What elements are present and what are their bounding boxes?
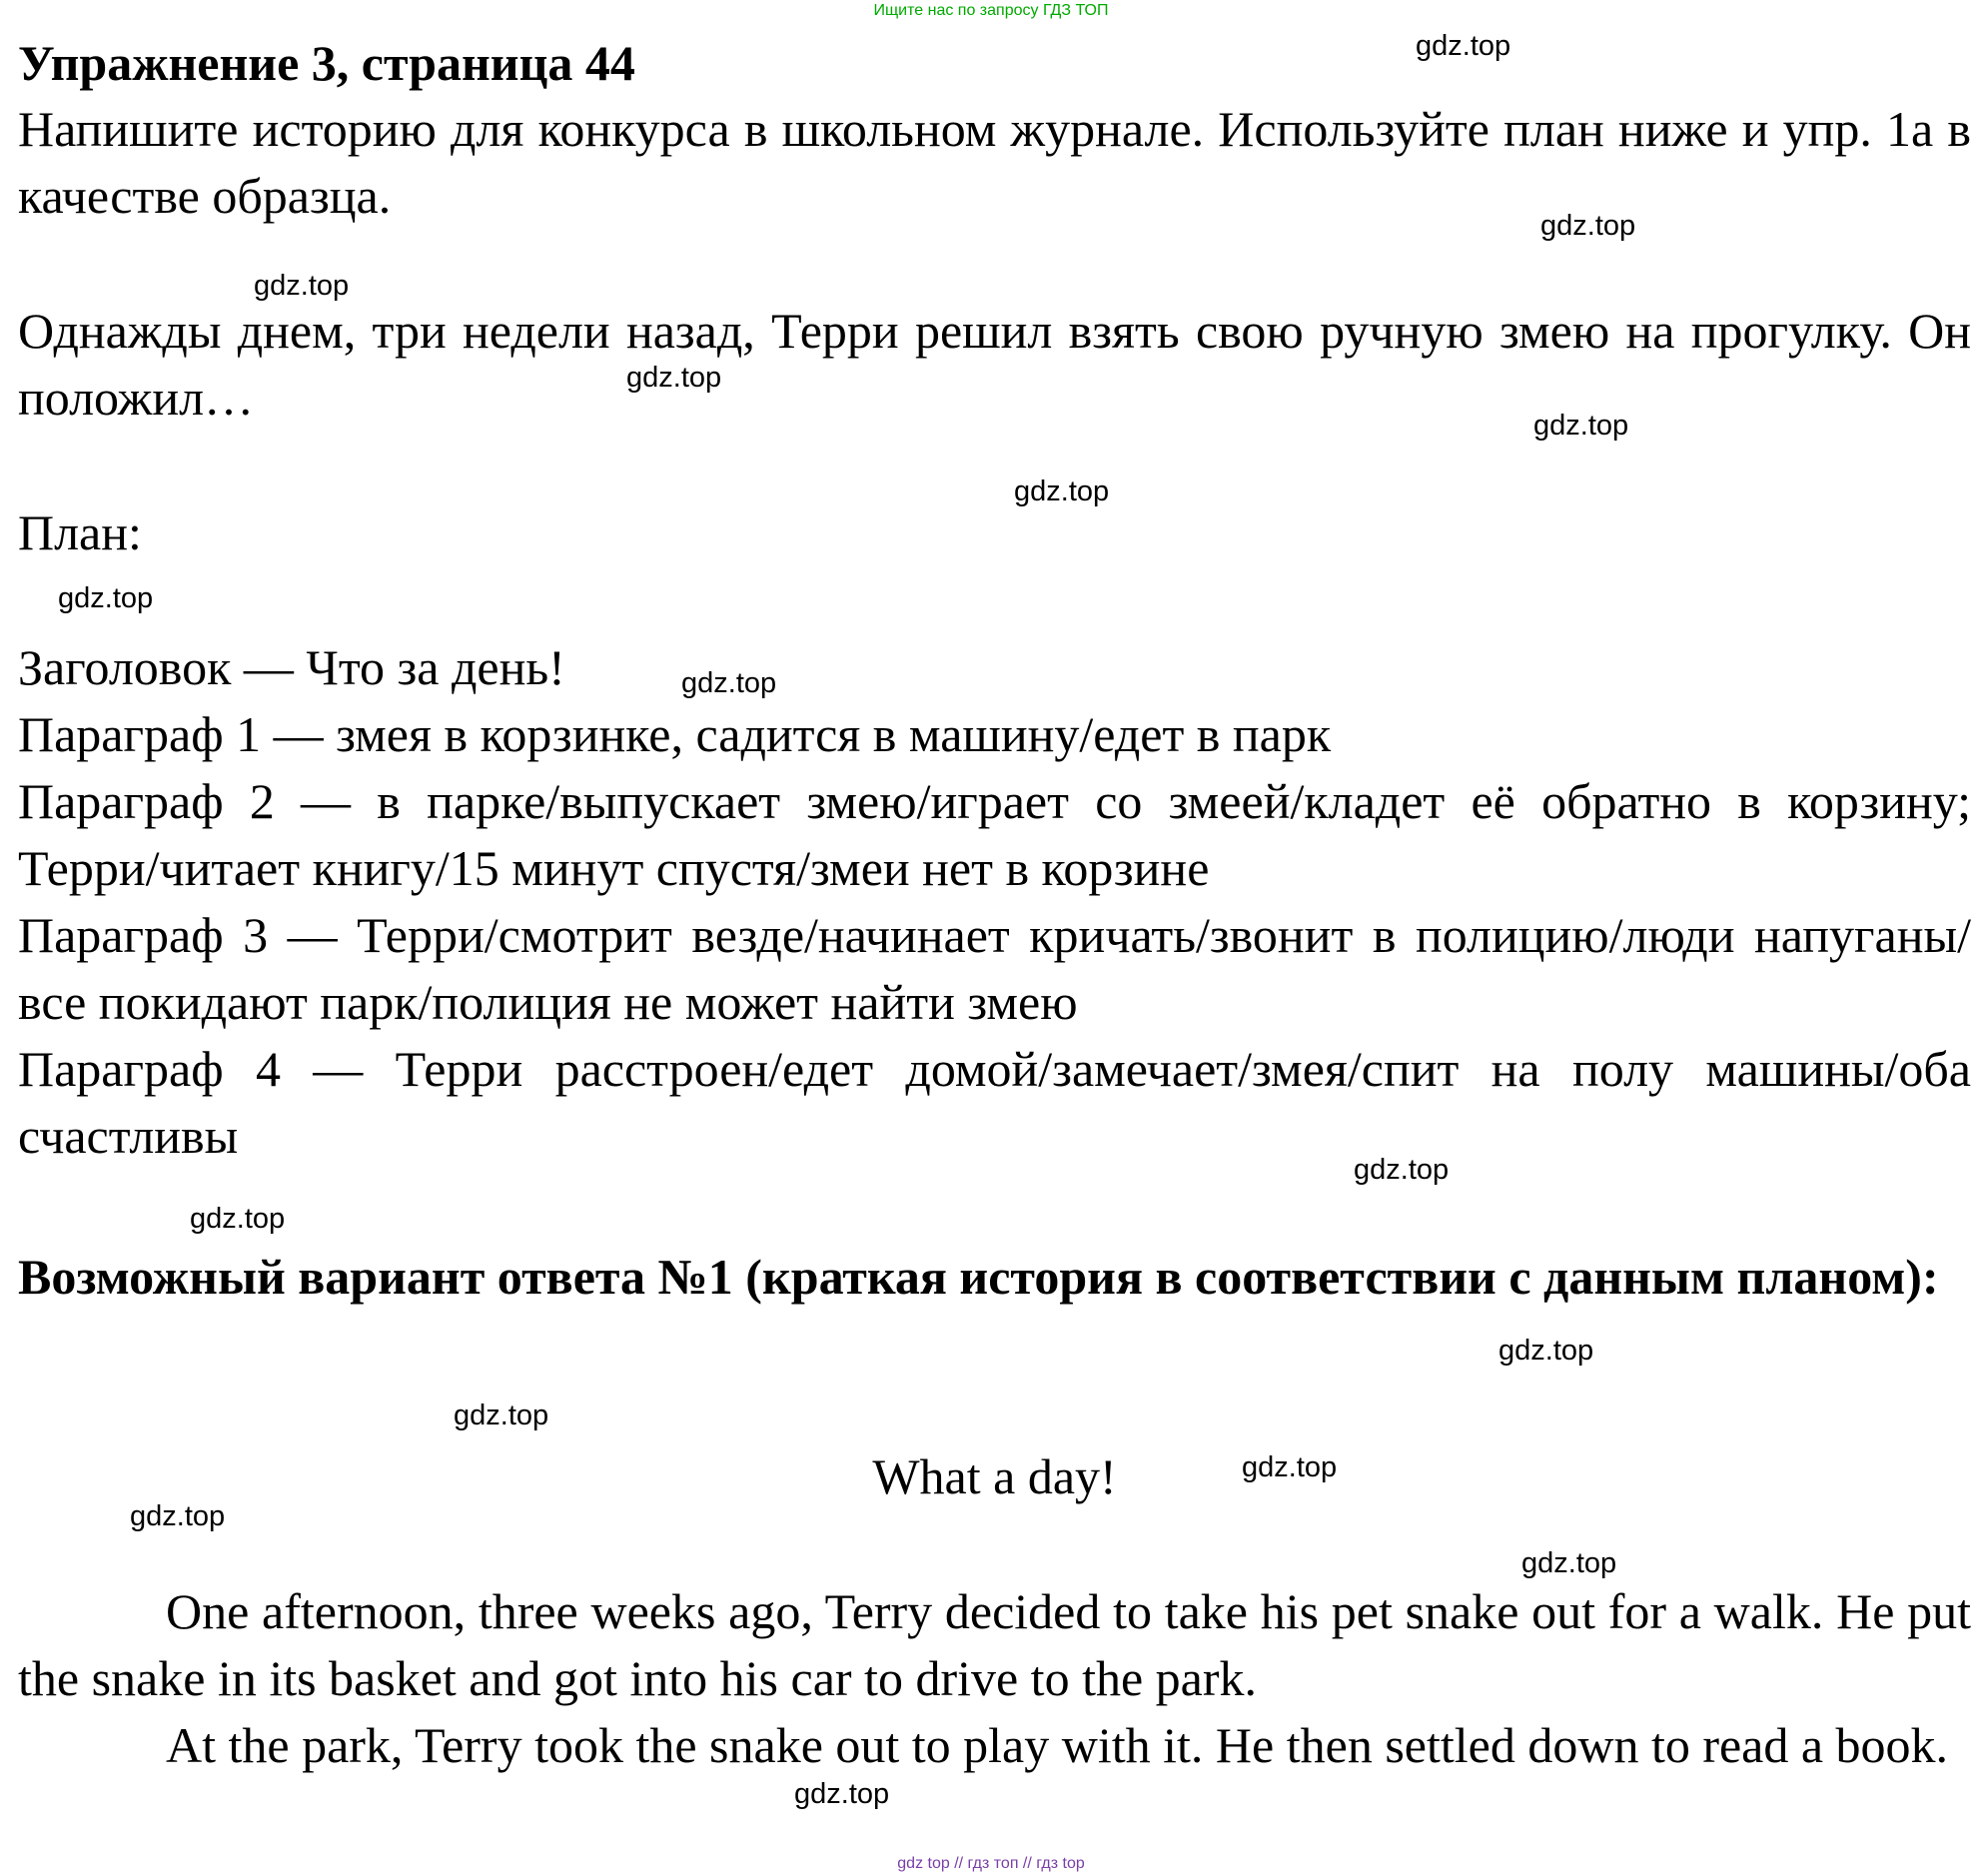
watermark: gdz.top [1540, 210, 1636, 242]
watermark: gdz.top [1416, 30, 1511, 62]
watermark: gdz.top [626, 362, 722, 394]
story-body [18, 1578, 1971, 1779]
watermark: gdz.top [58, 582, 154, 614]
story-paragraph: At the park, Terry took the snake out to play with it. He then settled down to read a book. [166, 1717, 1949, 1773]
watermark: gdz.top [130, 1500, 226, 1532]
top-banner: Ищите нас по запросу ГДЗ ТОП [873, 2, 1109, 19]
watermark: gdz.top [454, 1400, 549, 1431]
watermark: gdz.top [1354, 1154, 1450, 1186]
watermark: gdz.top [1014, 475, 1110, 507]
story-title: What a day! [872, 1448, 1117, 1504]
watermark: gdz.top [1242, 1451, 1338, 1483]
watermark: gdz.top [1533, 410, 1629, 442]
watermark: gdz.top [1498, 1335, 1594, 1367]
bottom-banner: gdz top // гдз топ // гдз top [897, 1855, 1085, 1872]
answer-heading: Возможный вариант ответа №1 (краткая история в соответствии с данным планом): [18, 1249, 1939, 1305]
watermark: gdz.top [190, 1203, 286, 1235]
watermark: gdz.top [1521, 1547, 1617, 1579]
plan-list [18, 634, 1971, 1170]
plan-label: План: [18, 504, 142, 560]
task-text: Напишите историю для конкурса в школьном журнале. Используйте план ниже и упр. 1a в качестве образца. [18, 101, 1971, 224]
story-start: Однажды днем, три недели назад, Терри решил взять свою ручную змею на прогулку. Он положил… [18, 303, 1971, 426]
watermark: gdz.top [794, 1778, 890, 1810]
plan-item-paragraph-2: Параграф 2 — в парке/выпускает змею/играет со змеей/кладет её обратно в корзину; Терри/читает книгу/15 минут спустя/змеи нет в корзине [18, 773, 1971, 896]
plan-item-paragraph-1: Параграф 1 — змея в корзинке, садится в машину/едет в парк [18, 706, 1332, 762]
plan-item-title: Заголовок — Что за день! [18, 639, 565, 695]
plan-item-paragraph-4: Параграф 4 — Терри расстроен/едет домой/замечает/змея/спит на полу машины/оба счастливы [18, 1041, 1971, 1164]
story-paragraph: One afternoon, three weeks ago, Terry decided to take his pet snake out for a walk. He put the snake in its basket and got into his car to drive to the park. [18, 1583, 1971, 1706]
watermark: gdz.top [681, 667, 777, 699]
plan-item-paragraph-3: Параграф 3 — Терри/смотрит везде/начинает кричать/звонит в полицию/люди напуганы/все покидают парк/полиция не может найти змею [18, 907, 1971, 1030]
watermark: gdz.top [254, 270, 350, 302]
exercise-title: Упражнение 3, страница 44 [18, 35, 635, 91]
